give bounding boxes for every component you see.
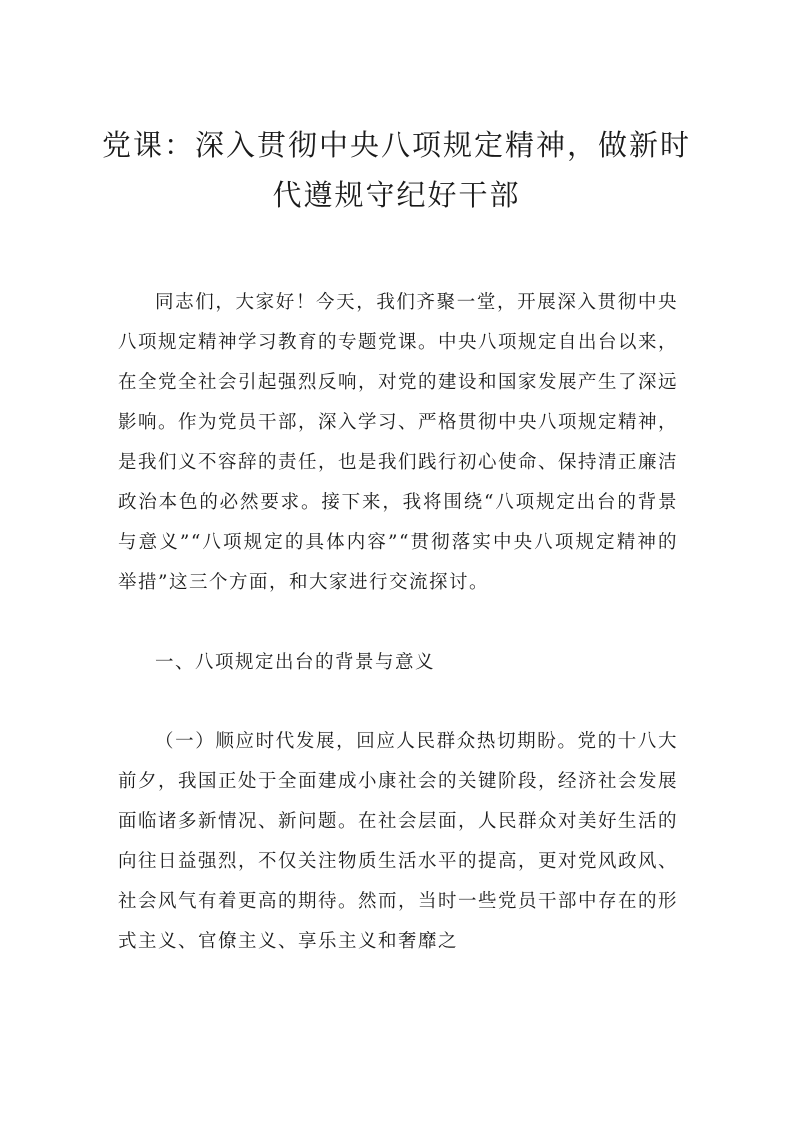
title-line-1: 党课：深入贯彻中央八项规定精神，做新时: [101, 128, 691, 162]
intro-paragraph: 同志们，大家好！今天，我们齐聚一堂，开展深入贯彻中央八项规定精神学习教育的专题党课。中央八项规定自出台以来，在全党全社会引起强烈反响，对党的建设和国家发展产生了深远影响。作为党员干部，深入学习、严格贯彻中央八项规定精神，是我们义不容辞的责任，也是我们践行初心使命、保持清正廉洁政治本色的必然要求。接下来，我将围绕“八项规定出台的背景与意义”“八项规定的具体内容”“贯彻落实中央八项规定精神的举措”这三个方面，和大家进行交流探讨。: [118, 292, 679, 593]
title-line-2: 代遵规守纪好干部: [272, 178, 521, 212]
section-heading-1: 一、八项规定出台的背景与意义: [155, 652, 436, 673]
document-title: [80, 120, 713, 220]
document-body: [118, 283, 678, 962]
section1-sub1-paragraph: （一）顺应时代发展，回应人民群众热切期盼。党的十八大前夕，我国正处于全面建成小康社会的关键阶段，经济社会发展面临诸多新情况、新问题。在社会层面，人民群众对美好生活的向往日益强烈，不仅关注物质生活水平的提高，更对党风政风、社会风气有着更高的期待。然而，当时一些党员干部中存在的形式主义、官僚主义、享乐主义和奢靡之: [118, 731, 679, 952]
